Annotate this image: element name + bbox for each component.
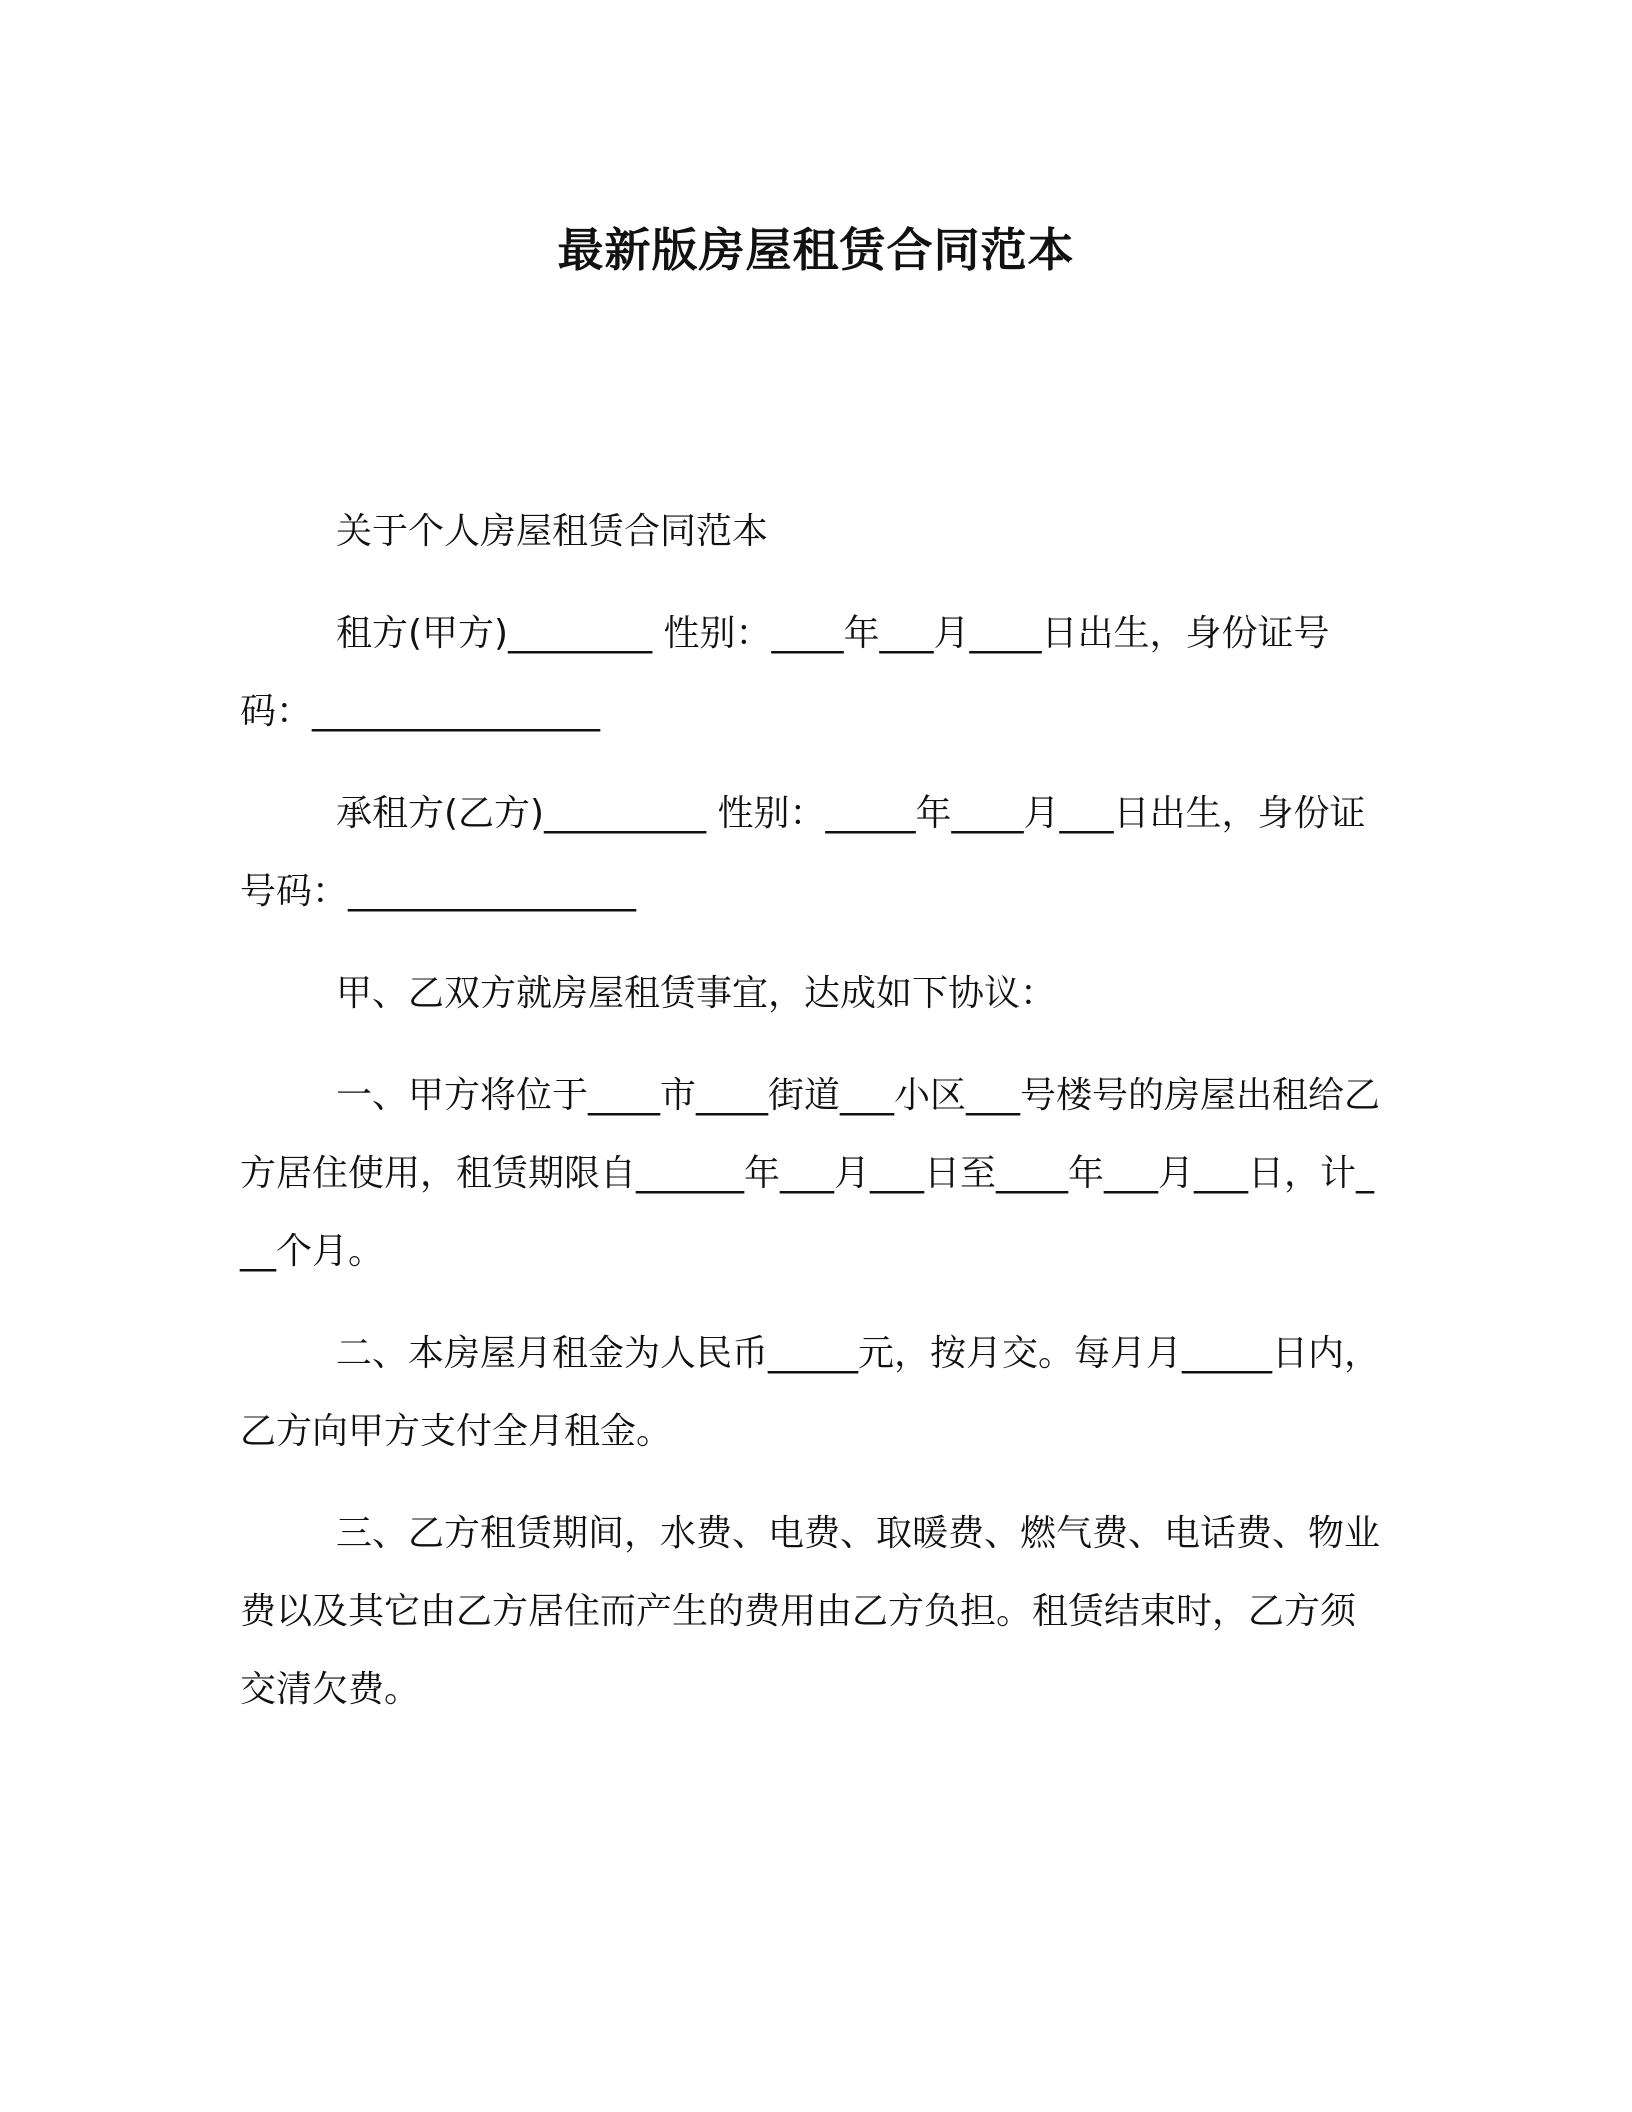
- document-title: 最新版房屋租赁合同范本: [557, 223, 1075, 277]
- document-body: [240, 493, 1380, 1753]
- paragraph-clause-2: 二、本房屋月租金为人民币_____元，按月交。每月月_____日内，乙方向甲方支付全月租金。: [240, 1333, 1381, 1452]
- paragraph-clause-3: 三、乙方租赁期间，水费、电费、取暖费、燃气费、电话费、物业费以及其它由乙方居住而产生的费用由乙方负担。租赁结束时，乙方须交清欠费。: [240, 1513, 1381, 1710]
- paragraph-subtitle: 关于个人房屋租赁合同范本: [336, 511, 769, 552]
- paragraph-lessor-info: 租方(甲方)________ 性别：____年___月____日出生，身份证号码：________________: [240, 613, 1330, 732]
- paragraph-clause-1: 一、甲方将位于____市____街道___小区___号楼号的房屋出租给乙方居住使用，租赁期限自______年___月___日至____年___月___日，计___个月。: [240, 1075, 1381, 1272]
- paragraph-agreement-intro: 甲、乙双方就房屋租赁事宜，达成如下协议：: [336, 973, 1057, 1014]
- paragraph-lessee-info: 承租方(乙方)_________ 性别：_____年____月___日出生，身份证号码：________________: [240, 793, 1366, 912]
